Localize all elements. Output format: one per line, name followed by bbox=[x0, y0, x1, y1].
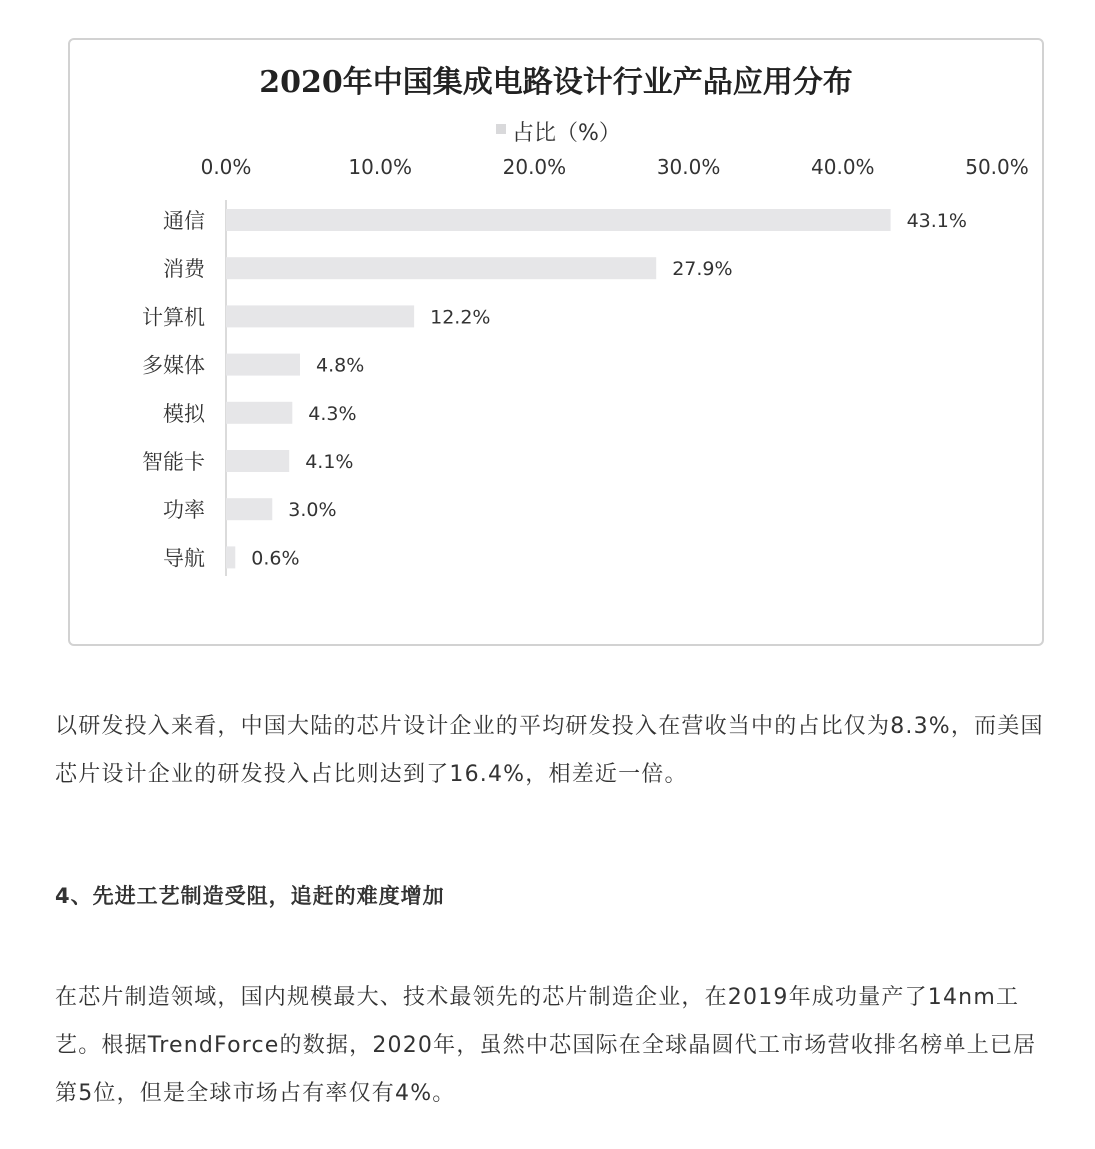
x-tick-label: 30.0% bbox=[656, 155, 721, 179]
bars bbox=[142, 209, 967, 570]
bar bbox=[226, 498, 272, 520]
x-tick-label: 20.0% bbox=[502, 155, 567, 179]
legend-label: 占比（%） bbox=[512, 121, 621, 146]
category-label: 通信 bbox=[163, 209, 205, 233]
section-heading: 4、先进工艺制造受阻，追赶的难度增加 bbox=[55, 884, 445, 908]
data-label: 4.8% bbox=[316, 354, 365, 377]
bar bbox=[226, 209, 891, 231]
category-label: 智能卡 bbox=[142, 450, 205, 474]
x-tick-label: 0.0% bbox=[200, 155, 252, 179]
paragraph-rd-investment: 以研发投入来看，中国大陆的芯片设计企业的平均研发投入在营收当中的占比仅为8.3%，而美国芯片设计企业的研发投入占比则达到了16.4%，相差近一倍。 bbox=[55, 714, 1044, 787]
bar bbox=[226, 450, 289, 472]
bar bbox=[226, 402, 292, 424]
x-tick-label: 40.0% bbox=[811, 155, 875, 179]
category-label: 多媒体 bbox=[142, 353, 205, 378]
x-axis-ticks bbox=[201, 155, 1029, 179]
chart-frame bbox=[68, 38, 1044, 646]
category-label: 模拟 bbox=[163, 401, 205, 426]
legend-swatch bbox=[496, 124, 506, 134]
bar bbox=[226, 546, 235, 568]
category-label: 消费 bbox=[163, 257, 205, 282]
data-label: 27.9% bbox=[672, 258, 733, 281]
category-label: 计算机 bbox=[142, 305, 205, 330]
data-label: 0.6% bbox=[251, 547, 300, 570]
data-label: 43.1% bbox=[906, 210, 967, 232]
data-label: 3.0% bbox=[288, 499, 337, 522]
paragraph-manufacturing: 在芯片制造领域，国内规模最大、技术最领先的芯片制造企业，在2019年成功量产了14nm工艺。根据TrendForce的数据，2020年，虽然中芯国际在全球晶圆代工市场营收排名榜单上已居第5位，但是全球市场占有率仅有4%。 bbox=[55, 985, 1037, 1106]
data-label: 4.3% bbox=[308, 402, 357, 425]
data-label: 4.1% bbox=[305, 451, 354, 473]
bar-chart bbox=[70, 40, 1042, 644]
x-tick-label: 50.0% bbox=[965, 155, 1029, 179]
category-label: 功率 bbox=[163, 498, 205, 523]
category-label: 导航 bbox=[163, 546, 205, 571]
data-label: 12.2% bbox=[430, 306, 491, 329]
chart-title: 2020年中国集成电路设计行业产品应用分布 bbox=[259, 65, 853, 100]
x-tick-label: 10.0% bbox=[348, 155, 412, 179]
bar bbox=[226, 305, 414, 327]
bar bbox=[226, 354, 300, 376]
bar bbox=[226, 257, 656, 279]
